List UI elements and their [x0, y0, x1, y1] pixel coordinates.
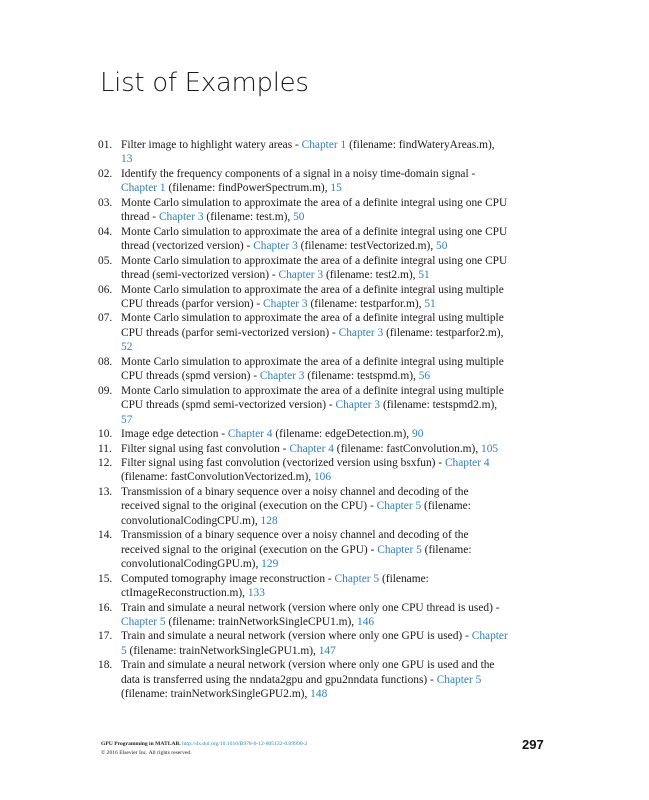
example-filename: (filename: convolutionalCodingGPU.m), — [121, 543, 472, 571]
chapter-link[interactable]: Chapter 5 — [334, 572, 380, 585]
example-text — [121, 456, 508, 485]
example-text — [121, 485, 508, 528]
example-description: Monte Carlo simulation to approximate the area of a definite integral using multiple CPU threads (parfor semi-vectorized version) - — [121, 312, 504, 339]
chapter-link[interactable]: Chapter 5 — [121, 615, 166, 628]
example-number: 11. — [98, 442, 112, 455]
example-filename: (filename: convolutionalCodingCPU.m), — [121, 500, 471, 527]
example-description: Filter signal using fast convolution (vectorized version using bsxfun) - — [121, 456, 445, 469]
example-number: 08. — [98, 355, 113, 368]
example-filename: (filename: fastConvolution.m), — [333, 442, 482, 455]
example-item — [98, 254, 508, 283]
page-link[interactable]: 51 — [418, 269, 430, 282]
examples-list — [98, 138, 508, 702]
example-filename: (filename: findPowerSpectrum.m), — [165, 182, 331, 195]
page-link[interactable]: 51 — [424, 297, 436, 310]
chapter-link[interactable]: Chapter 3 — [158, 211, 204, 224]
example-filename: (filename: trainNetworkSingleGPU2.m), — [121, 688, 311, 701]
example-item — [98, 629, 508, 658]
example-description: Identify the frequency components of a signal in a noisy time-domain signal - — [121, 167, 476, 180]
chapter-link[interactable]: Chapter 3 — [338, 326, 384, 339]
page-title: List of Examples — [100, 68, 309, 98]
page-link[interactable]: 128 — [260, 514, 278, 527]
example-description: Train and simulate a neural network (version where only one GPU is used and the data is transferred using the nndata2gpu and gpu2nndata functions) - — [121, 659, 495, 686]
page-link[interactable]: 148 — [310, 688, 328, 701]
example-item — [98, 138, 508, 167]
example-text — [121, 283, 508, 312]
example-text — [121, 311, 508, 354]
example-text — [121, 196, 508, 225]
example-item — [98, 167, 508, 196]
example-text — [121, 138, 508, 167]
page-link[interactable]: 56 — [418, 370, 431, 383]
example-number: 18. — [98, 659, 113, 672]
chapter-link[interactable]: Chapter 1 — [121, 182, 166, 195]
example-filename: (filename: testparfor.m), — [307, 297, 425, 310]
chapter-link[interactable]: Chapter 3 — [253, 240, 298, 253]
page-link[interactable]: 106 — [313, 471, 332, 484]
example-description: Filter image to highlight watery areas - — [121, 139, 302, 151]
example-number: 06. — [98, 283, 113, 296]
example-number: 09. — [98, 384, 113, 397]
example-description: Image edge detection - — [121, 428, 228, 441]
example-item — [98, 311, 508, 354]
example-item — [98, 456, 508, 485]
example-text — [121, 528, 508, 571]
page-number: 297 — [522, 737, 544, 752]
example-number: 16. — [98, 601, 113, 614]
example-item — [98, 225, 508, 254]
chapter-link[interactable]: Chapter 4 — [289, 442, 334, 455]
example-filename: (filename: ctImageReconstruction.m), — [121, 572, 429, 600]
example-number: 01. — [98, 139, 113, 151]
chapter-link[interactable]: Chapter 5 — [436, 673, 482, 686]
chapter-link[interactable]: Chapter 3 — [263, 297, 308, 310]
example-text — [121, 384, 508, 427]
chapter-link[interactable]: Chapter 5 — [377, 543, 422, 556]
example-text — [121, 572, 508, 601]
example-number: 14. — [98, 529, 113, 542]
example-item — [98, 384, 508, 427]
page-link[interactable]: 52 — [121, 341, 133, 354]
page-link[interactable]: 105 — [481, 442, 499, 455]
page-link[interactable]: 133 — [247, 587, 265, 600]
example-number: 02. — [98, 167, 113, 180]
example-description: Computed tomography image reconstruction - — [121, 572, 335, 585]
example-item — [98, 427, 508, 441]
page-link[interactable]: 50 — [436, 240, 448, 253]
example-description: Monte Carlo simulation to approximate the area of a definite integral using one CPU thread (semi-vectorized version) - — [121, 254, 508, 282]
example-filename: (filename: test.m), — [203, 211, 294, 224]
example-number: 07. — [98, 312, 113, 325]
chapter-link[interactable]: Chapter 4 — [227, 428, 273, 441]
example-filename: (filename: testspmd.m), — [304, 370, 419, 383]
example-number: 17. — [98, 630, 113, 643]
chapter-link[interactable]: Chapter 5 — [376, 500, 422, 513]
page-link[interactable]: 50 — [293, 211, 305, 224]
example-filename: (filename: testparfor2.m), — [383, 326, 504, 339]
example-description: Train and simulate a neural network (version where only one CPU thread is used) - — [121, 601, 500, 614]
example-description: Monte Carlo simulation to approximate the area of a definite integral using one CPU thread - — [121, 196, 508, 224]
example-item — [98, 355, 508, 384]
example-text — [121, 225, 508, 254]
example-text — [121, 601, 508, 630]
example-text — [121, 167, 508, 196]
chapter-link[interactable]: Chapter 3 — [259, 370, 305, 383]
chapter-link[interactable]: Chapter 3 — [278, 269, 324, 282]
example-description: Monte Carlo simulation to approximate the area of a definite integral using multiple CPU threads (parfor version) - — [121, 283, 504, 310]
example-item — [98, 283, 508, 312]
example-text — [121, 442, 508, 456]
page-link[interactable]: 15 — [330, 182, 342, 195]
example-text — [121, 355, 508, 384]
example-item — [98, 572, 508, 601]
page-link[interactable]: 129 — [261, 558, 279, 571]
example-item — [98, 601, 508, 630]
chapter-link[interactable]: Chapter 1 — [301, 139, 347, 151]
example-description: Monte Carlo simulation to approximate the area of a definite integral using multiple CPU threads (spmd version) - — [121, 355, 504, 383]
page-link[interactable]: 146 — [357, 615, 375, 628]
example-filename: (filename: testVectorized.m), — [297, 240, 437, 253]
example-description: Transmission of a binary sequence over a noisy channel and decoding of the received signal to the original (execution on the CPU) - — [121, 485, 469, 513]
example-filename: (filename: fastConvolutionVectorized.m), — [121, 471, 314, 484]
example-text — [121, 427, 508, 441]
example-item — [98, 658, 508, 701]
chapter-link[interactable]: Chapter 3 — [335, 399, 381, 412]
example-text — [121, 629, 508, 658]
page-link[interactable]: 90 — [412, 428, 424, 441]
example-item — [98, 528, 508, 571]
copyright: © 2016 Elsevier Inc. All rights reserved. — [101, 750, 192, 756]
example-number: 04. — [98, 225, 113, 238]
page-footer — [101, 740, 561, 758]
example-filename: (filename: testspmd2.m), — [380, 399, 498, 412]
example-description: Monte Carlo simulation to approximate the area of a definite integral using multiple CPU threads (spmd semi-vectorized version) - — [121, 384, 504, 412]
example-filename: (filename: trainNetworkSingleCPU1.m), — [165, 615, 357, 628]
book-title: GPU Programming in MATLAB. — [101, 741, 181, 747]
page-link[interactable]: 13 — [121, 153, 133, 166]
example-text — [121, 254, 508, 283]
doi-link[interactable]: http://dx.doi.org/10.1016/B978-0-12-805132-0.09990-2 — [182, 741, 308, 747]
example-number: 03. — [98, 196, 113, 209]
example-description: Monte Carlo simulation to approximate the area of a definite integral using one CPU thread (vectorized version) - — [121, 225, 508, 253]
example-number: 05. — [98, 254, 113, 267]
example-number: 12. — [98, 456, 113, 469]
example-text — [121, 658, 508, 701]
example-item — [98, 442, 508, 456]
chapter-link[interactable]: Chapter 4 — [444, 456, 490, 469]
page-link[interactable]: 147 — [318, 644, 336, 657]
chapter-link[interactable]: Chapter 5 — [121, 630, 508, 657]
example-description: Transmission of a binary sequence over a noisy channel and decoding of the received signal to the original (execution on the GPU) - — [121, 529, 469, 556]
example-number: 10. — [98, 428, 113, 441]
example-filename: (filename: trainNetworkSingleGPU1.m), — [126, 644, 319, 657]
example-item — [98, 485, 508, 528]
example-description: Train and simulate a neural network (version where only one GPU is used) - — [121, 630, 472, 643]
example-filename: (filename: findWateryAreas.m), — [346, 139, 495, 151]
example-item — [98, 196, 508, 225]
example-number: 15. — [98, 572, 113, 585]
page-link[interactable]: 57 — [121, 413, 133, 426]
example-number: 13. — [98, 485, 113, 498]
example-filename: (filename: test2.m), — [323, 269, 419, 282]
example-description: Filter signal using fast convolution - — [121, 442, 290, 455]
example-filename: (filename: edgeDetection.m), — [272, 428, 412, 441]
